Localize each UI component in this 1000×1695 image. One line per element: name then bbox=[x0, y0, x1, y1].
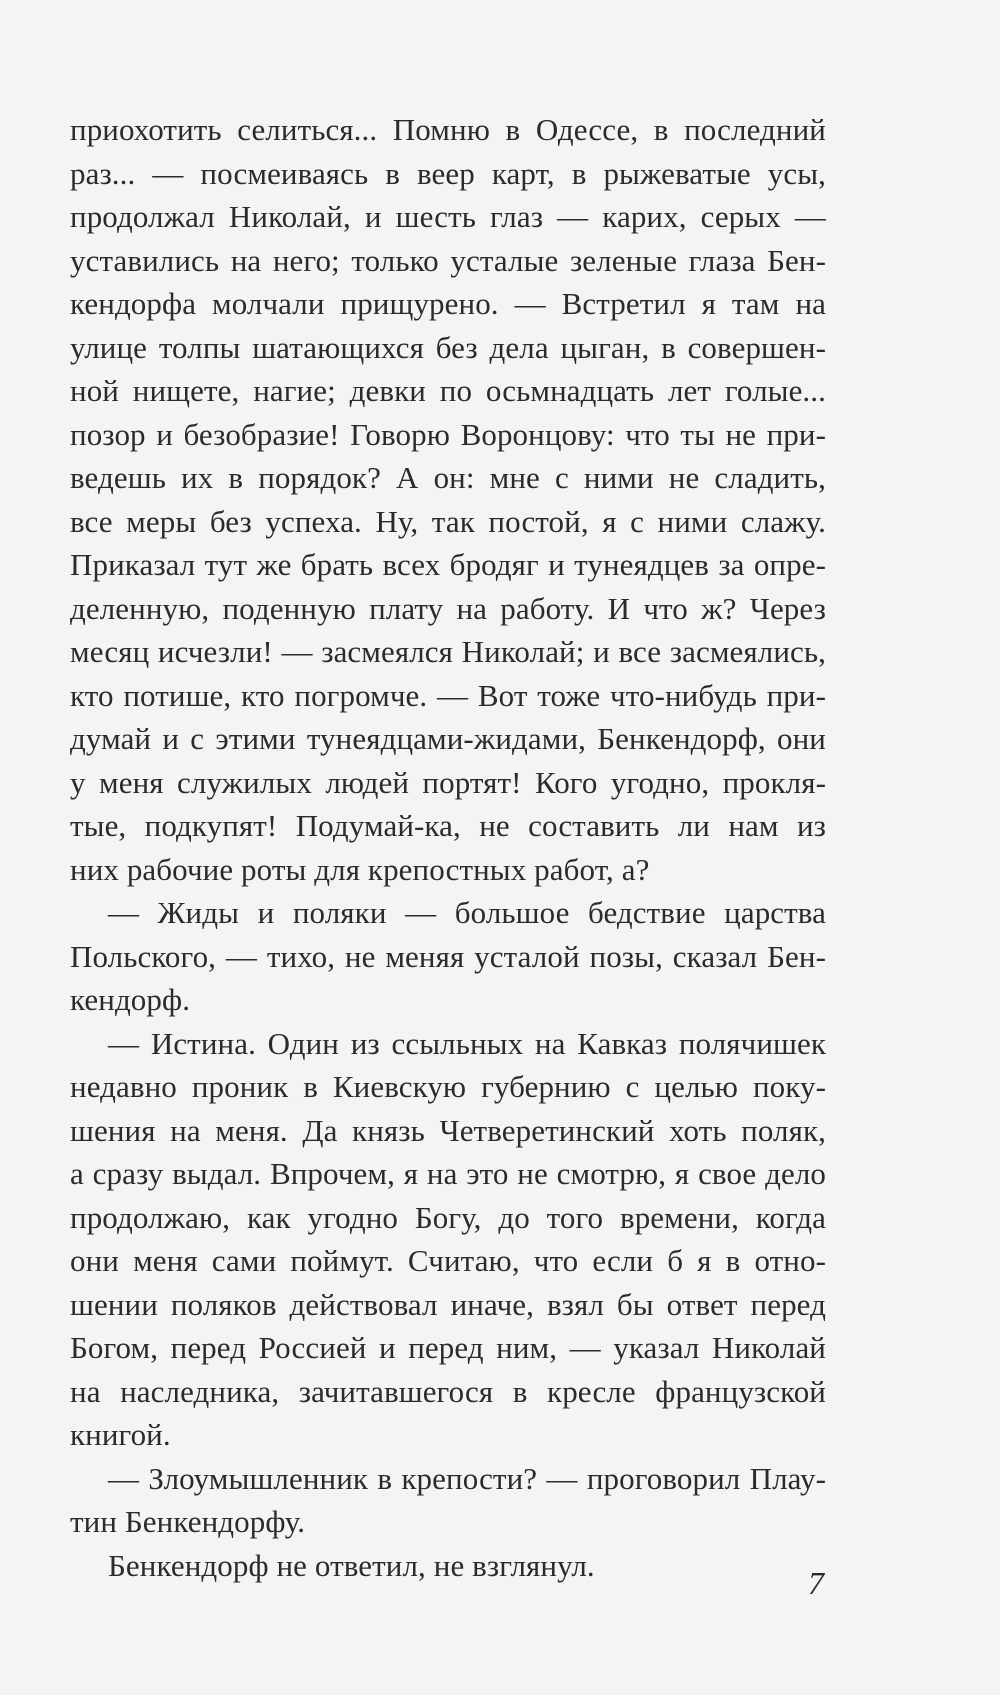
text-line: тин Бенкендорфу. bbox=[70, 1504, 306, 1539]
text-line: кендорфа молчали прищурено. — Встретил я там на bbox=[70, 286, 826, 321]
text-line: на наследника, зачитавшегося в кресле французской bbox=[70, 1373, 826, 1409]
text-line: Польского, — тихо, не меняя усталой позы, сказал Бен- bbox=[70, 938, 826, 974]
text-line: продолжал Николай, и шесть глаз — карих, серых — bbox=[70, 199, 826, 234]
text-line: тые, подкупят! Подумай-ка, не составить ли нам из bbox=[70, 808, 826, 843]
text-line: Приказал тут же брать всех бродяг и тунеядцев за опре- bbox=[70, 547, 826, 582]
text-line: уставились на него; только усталые зеленые глаза Бен- bbox=[70, 242, 826, 278]
text-line: кто потише, кто погромче. — Вот тоже что-нибудь при- bbox=[70, 677, 826, 713]
text-line: книгой. bbox=[70, 1417, 171, 1452]
text-line: улице толпы шатающихся без дела цыган, в совершен- bbox=[70, 329, 826, 365]
text-line: раз... — посмеиваясь в веер карт, в рыжеватые усы, bbox=[70, 155, 826, 191]
text-line: кендорф. bbox=[70, 982, 191, 1017]
text-line: деленную, поденную плату на работу. И что ж? Через bbox=[70, 590, 826, 626]
text-line: продолжаю, как угодно Богу, до того времени, когда bbox=[70, 1199, 826, 1235]
text-line: них рабочие роты для крепостных работ, а? bbox=[70, 851, 650, 887]
text-line: а сразу выдал. Впрочем, я на это не смотрю, я свое дело bbox=[70, 1156, 826, 1191]
text-line: шении поляков действовал иначе, взял бы ответ перед bbox=[70, 1286, 826, 1322]
text-line: шения на меня. Да князь Четверетинский хоть поляк, bbox=[70, 1112, 826, 1148]
text-line: — Жиды и поляки — большое бедствие царства bbox=[108, 895, 826, 930]
text-line: недавно проник в Киевскую губернию с целью поку- bbox=[70, 1069, 826, 1104]
text-line: — Злоумышленник в крепости? — проговорил Плау- bbox=[108, 1460, 826, 1496]
text-line: приохотить селиться... Помню в Одессе, в последний bbox=[70, 112, 826, 147]
text-line: все меры без успеха. Ну, так постой, я с ними слажу. bbox=[70, 503, 826, 539]
text-line: — Истина. Один из ссыльных на Кавказ полячишек bbox=[108, 1025, 826, 1061]
body-text bbox=[70, 108, 826, 1587]
text-line: ведешь их в порядок? А он: мне с ними не сладить, bbox=[70, 460, 826, 495]
text-line: Бенкендорф не ответил, не взглянул. bbox=[108, 1547, 595, 1583]
text-line: месяц исчезли! — засмеялся Николай; и все засмеялись, bbox=[70, 634, 826, 669]
text-line: Богом, перед Россией и перед ним, — указал Николай bbox=[70, 1330, 826, 1365]
text-line: думай и с этими тунеядцами-жидами, Бенкендорф, они bbox=[70, 721, 826, 756]
text-line: ной нищете, нагие; девки по осьмнадцать лет голые... bbox=[70, 373, 826, 408]
text-line: они меня сами поймут. Считаю, что если б я в отно- bbox=[70, 1243, 826, 1278]
text-line: у меня служилых людей портят! Кого угодно, прокля- bbox=[70, 764, 826, 800]
text-line: позор и безобразие! Говорю Воронцову: что ты не при- bbox=[70, 416, 826, 452]
page-number: 7 bbox=[808, 1565, 824, 1601]
